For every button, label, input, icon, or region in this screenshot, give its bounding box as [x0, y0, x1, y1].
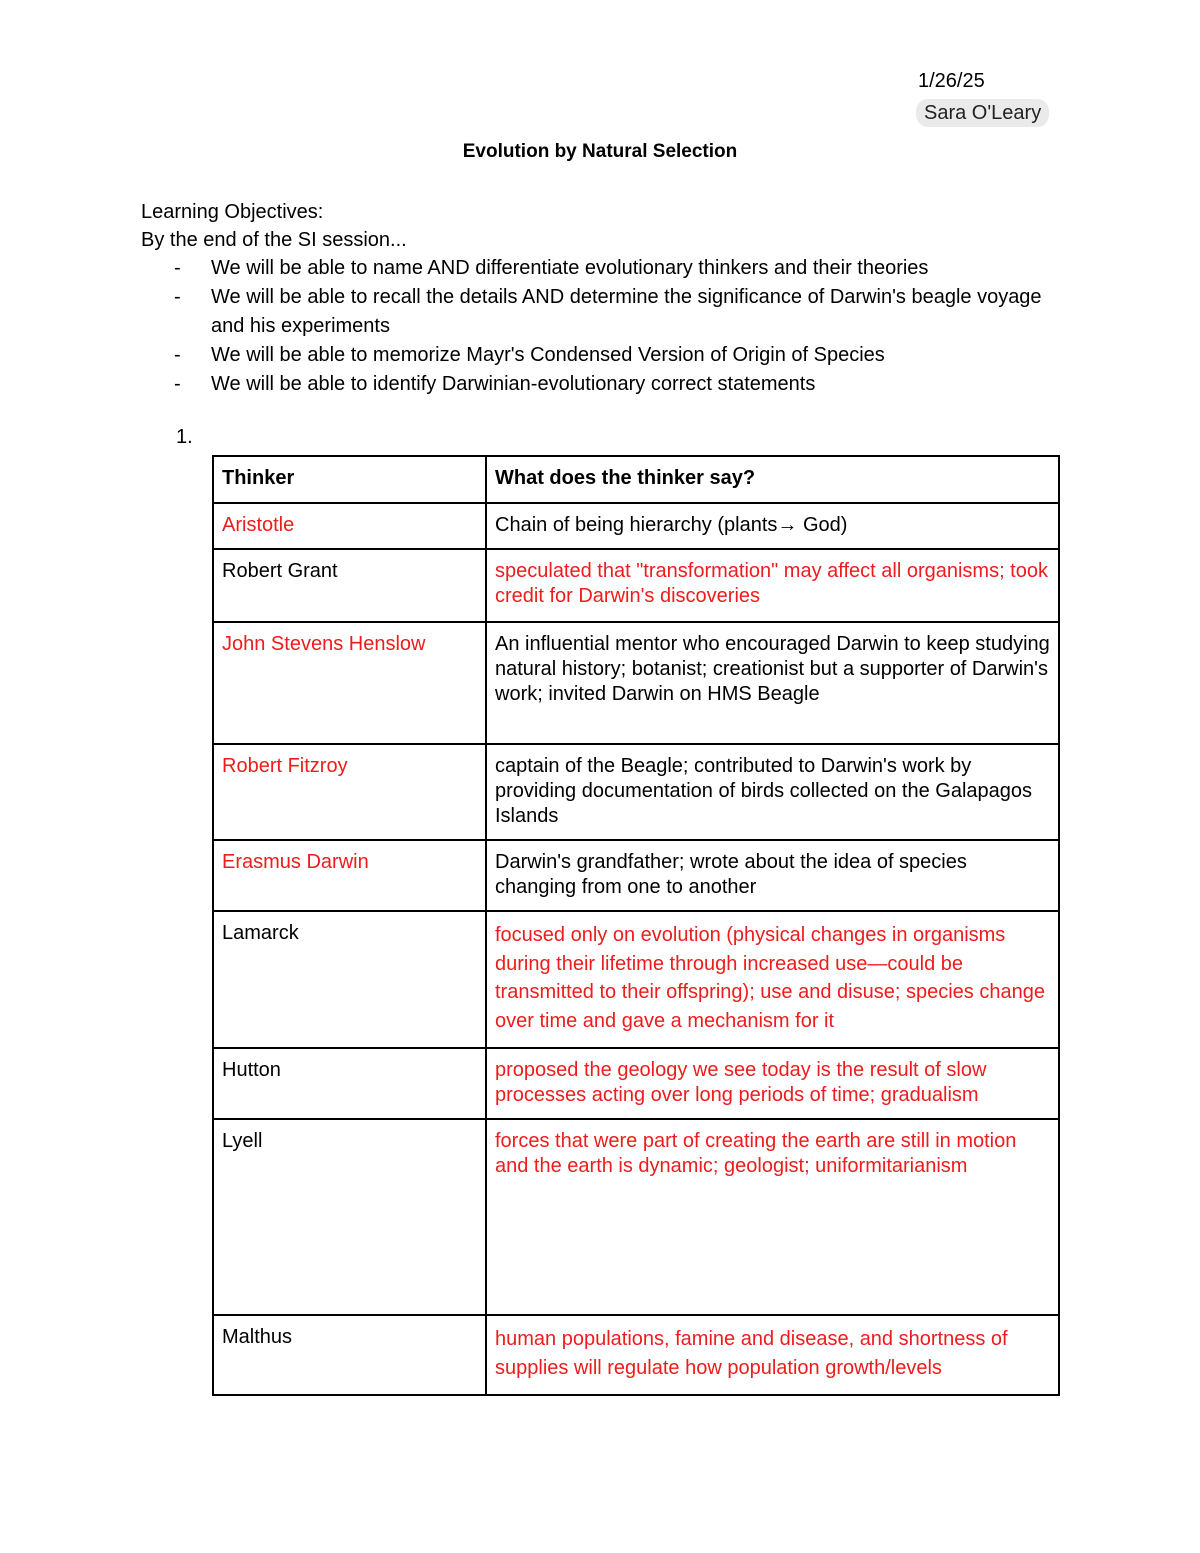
objective-item [141, 370, 1071, 399]
table-row [213, 744, 1059, 840]
table-row [213, 840, 1059, 911]
thinker-description: forces that were part of creating the earth are still in motion and the earth is dynamic; geologist; uniformitarianism [486, 1119, 1059, 1315]
header-description: What does the thinker say? [486, 456, 1059, 503]
thinker-name: Lyell [213, 1119, 486, 1315]
objectives-lead: By the end of the SI session... [141, 229, 407, 251]
thinker-name: Malthus [213, 1315, 486, 1395]
thinker-description: human populations, famine and disease, and shortness of supplies will regulate how population growth/levels [486, 1315, 1059, 1395]
bullet-dash: - [174, 373, 181, 395]
table-row [213, 549, 1059, 622]
table-header-row [213, 456, 1059, 503]
thinker-name: Hutton [213, 1048, 486, 1119]
thinker-description: captain of the Beagle; contributed to Darwin's work by providing documentation of birds collected on the Galapagos Islands [486, 744, 1059, 840]
table-row [213, 1119, 1059, 1315]
thinker-name: Lamarck [213, 911, 486, 1048]
objective-text: We will be able to recall the details AND determine the significance of Darwin's beagle voyage and his experiments [211, 286, 1042, 337]
thinker-description: focused only on evolution (physical changes in organisms during their lifetime through increased use—could be transmitted to their offspring); use and disuse; species change over time and gave a mechanism for it [486, 911, 1059, 1048]
table-row [213, 622, 1059, 744]
table-row [213, 1048, 1059, 1119]
table-row [213, 1315, 1059, 1395]
thinker-description: Darwin's grandfather; wrote about the idea of species changing from one to another [486, 840, 1059, 911]
objective-item [141, 254, 1071, 283]
author-name-chip[interactable]: Sara O'Leary [916, 99, 1049, 127]
question-number: 1. [176, 426, 193, 448]
bullet-dash: - [174, 286, 181, 308]
header-thinker: Thinker [213, 456, 486, 503]
thinker-name: John Stevens Henslow [213, 622, 486, 744]
thinker-description: Chain of being hierarchy (plants→ God) [486, 503, 1059, 549]
bullet-dash: - [174, 344, 181, 366]
thinker-description: proposed the geology we see today is the result of slow processes acting over long periods of time; gradualism [486, 1048, 1059, 1119]
objectives-list [141, 254, 1071, 399]
objective-text: We will be able to memorize Mayr's Condensed Version of Origin of Species [211, 344, 885, 366]
objective-text: We will be able to name AND differentiate evolutionary thinkers and their theories [211, 257, 929, 279]
objective-item [141, 283, 1071, 341]
document-date: 1/26/25 [918, 70, 985, 92]
table-row [213, 911, 1059, 1048]
thinker-name: Robert Grant [213, 549, 486, 622]
document-title: Evolution by Natural Selection [462, 141, 738, 162]
objective-text: We will be able to identify Darwinian-evolutionary correct statements [211, 373, 816, 395]
objective-item [141, 341, 1071, 370]
thinker-name: Erasmus Darwin [213, 840, 486, 911]
bullet-dash: - [174, 257, 181, 279]
thinker-name: Robert Fitzroy [213, 744, 486, 840]
thinker-description: speculated that "transformation" may affect all organisms; took credit for Darwin's discoveries [486, 549, 1059, 622]
table-row [213, 503, 1059, 549]
objectives-heading: Learning Objectives: [141, 201, 324, 223]
thinkers-table [212, 455, 1060, 1396]
thinker-name: Aristotle [213, 503, 486, 549]
thinker-description: An influential mentor who encouraged Darwin to keep studying natural history; botanist; creationist but a supporter of Darwin's work; invited Darwin on HMS Beagle [486, 622, 1059, 744]
